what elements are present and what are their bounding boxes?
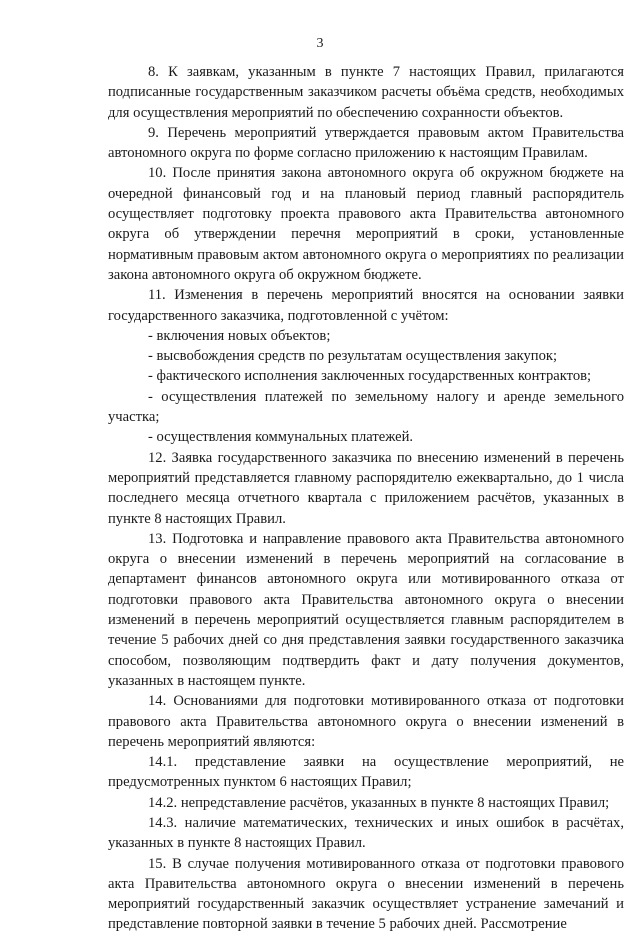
paragraph-8: 8. К заявкам, указанным в пункте 7 настоящих Правил, прилагаются подписанные государственным заказчиком расчеты объёма средств, необходимых для осуществления мероприятий по обеспечению сохранности объектов. <box>108 64 624 121</box>
paragraph-14-3: 14.3. наличие математических, технических и иных ошибок в расчётах, указанных в пункте 8 настоящих Правил. <box>108 814 624 852</box>
paragraph-12: 12. Заявка государственного заказчика по внесению изменений в перечень мероприятий представляется главному распорядителю ежеквартально, до 1 числа последнего месяца отчетного квартала с приложением расчётов, указанных в пункте 8 настоящих Правил. <box>108 449 624 527</box>
paragraph-13: 13. Подготовка и направление правового акта Правительства автономного округа о внесении изменений в перечень мероприятий на согласование в департамент финансов автономного округа или мотивированного отказа от подготовки правового акта Правительства автономного округа о внесении изменений в перечень мероприятий осуществляется главным распорядителем в течение 5 рабочих дней со дня представления заявки государственного заказчика способом, позволяющим подтвердить факт и дату получения документов, указанных в настоящем пункте. <box>108 530 624 689</box>
page-number: 3 <box>316 36 324 51</box>
paragraph-14: 14. Основаниями для подготовки мотивированного отказа от подготовки правового акта Правительства автономного округа о внесении изменений в перечень мероприятий являются: <box>108 693 624 750</box>
paragraph-9: 9. Перечень мероприятий утверждается правовым актом Правительства автономного округа по форме согласно приложению к настоящим Правилам. <box>108 124 624 162</box>
paragraph-14-2: 14.2. непредставление расчётов, указанных в пункте 8 настоящих Правил; <box>148 794 610 811</box>
list-item-new-objects: - включения новых объектов; <box>148 327 331 344</box>
list-item-land-payments: - осуществления платежей по земельному налогу и аренде земельного участка; <box>108 388 624 426</box>
paragraph-15: 15. В случае получения мотивированного отказа от подготовки правового акта Правительства автономного округа о внесении изменений в перечень мероприятий государственный заказчик осуществляет устранение замечаний и представление повторной заявки в течение 5 рабочих дней. Рассмотрение <box>108 855 624 933</box>
document-body <box>108 62 624 935</box>
list-item-contract-execution: - фактического исполнения заключенных государственных контрактов; <box>148 368 592 385</box>
paragraph-10: 10. После принятия закона автономного округа об окружном бюджете на очередной финансовый год и на плановый период главный распорядитель осуществляет подготовку проекта правового акта Правительства автономного округа об утверждении перечня мероприятий в сроки, установленные нормативным правовым актом автономного округа о мероприятиях по реализации закона автономного округа об окружном бюджете. <box>108 165 624 283</box>
list-item-utility-payments: - осуществления коммунальных платежей. <box>148 429 414 446</box>
list-item-released-funds: - высвобождения средств по результатам осуществления закупок; <box>148 348 558 365</box>
paragraph-11: 11. Изменения в перечень мероприятий вносятся на основании заявки государственного заказчика, подготовленной с учётом: <box>108 287 624 324</box>
paragraph-14-1: 14.1. представление заявки на осуществление мероприятий, не предусмотренных пунктом 6 настоящих Правил; <box>108 754 624 791</box>
